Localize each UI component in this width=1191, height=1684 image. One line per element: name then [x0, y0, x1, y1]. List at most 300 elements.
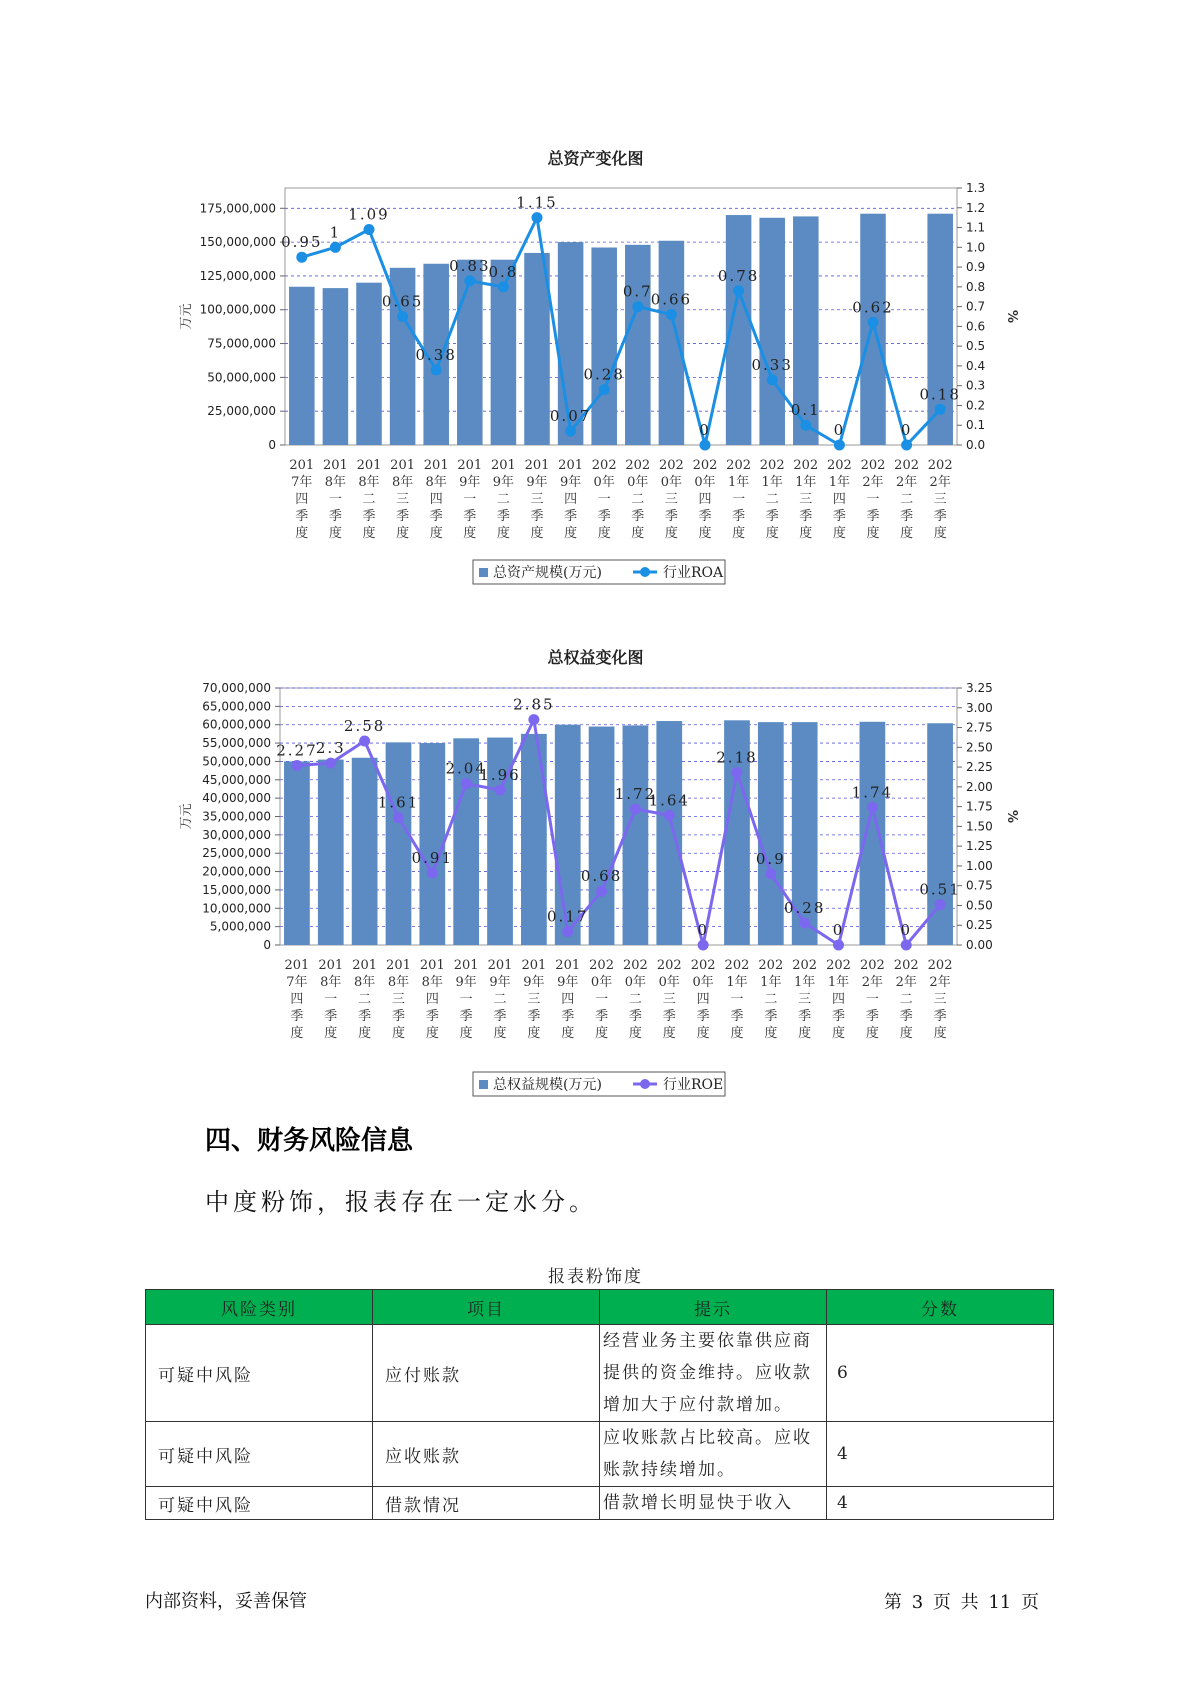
x-tick-label: 一 — [463, 492, 477, 507]
line-point — [800, 420, 811, 431]
x-tick-label: 一 — [732, 492, 746, 507]
bar — [656, 721, 682, 945]
x-tick-label: 季 — [496, 509, 510, 524]
x-tick-label: 201 — [558, 458, 584, 473]
x-tick-label: 202 — [623, 958, 648, 973]
x-tick-label: 202 — [758, 958, 784, 973]
x-tick-label: 2年 — [929, 975, 951, 990]
line-point — [767, 374, 778, 385]
x-tick-label: 季 — [463, 509, 477, 524]
x-tick-label: 度 — [899, 1026, 913, 1041]
x-tick-label: 8年 — [425, 475, 447, 490]
y2-tick-label: 1.00 — [966, 858, 993, 873]
x-tick-label: 度 — [391, 1026, 405, 1041]
x-tick-label: 季 — [595, 1009, 609, 1024]
bar — [659, 241, 685, 445]
x-tick-label: 9年 — [459, 475, 481, 490]
x-tick-label: 二 — [764, 992, 778, 1007]
data-label: 2.27 — [276, 741, 318, 760]
line-point — [528, 714, 539, 725]
data-label: 0.28 — [583, 365, 625, 384]
x-tick-label: 一 — [595, 992, 609, 1007]
x-tick-label: 201 — [555, 958, 581, 973]
x-tick-label: 度 — [832, 1026, 846, 1041]
header-item: 项目 — [373, 1290, 600, 1325]
x-tick-label: 季 — [798, 1009, 812, 1024]
x-tick-label: 四 — [295, 492, 309, 507]
data-label: 0.28 — [783, 898, 826, 917]
x-tick-label: 0年 — [593, 475, 615, 490]
data-label: 0 — [699, 421, 711, 439]
line-point — [765, 868, 776, 879]
x-tick-label: 季 — [764, 1009, 778, 1024]
x-tick-label: 202 — [692, 458, 718, 473]
x-tick-label: 0年 — [692, 975, 714, 990]
x-tick-label: 度 — [698, 526, 712, 541]
x-tick-label: 度 — [933, 1026, 947, 1041]
x-tick-label: 1年 — [760, 975, 782, 990]
y2-tick-label: 0.7 — [966, 299, 986, 314]
y2-tick-label: 0.4 — [966, 358, 986, 373]
x-tick-label: 8年 — [324, 475, 347, 490]
y-tick-label: 25,000,000 — [202, 846, 271, 861]
x-tick-label: 度 — [764, 1026, 778, 1041]
total-assets-chart — [0, 180, 1191, 620]
data-label: 1.09 — [348, 205, 390, 224]
x-tick-label: 0年 — [627, 475, 649, 490]
line-point — [330, 242, 341, 253]
x-tick-label: 季 — [429, 509, 443, 524]
x-tick-label: 7年 — [291, 475, 313, 490]
x-tick-label: 度 — [866, 526, 880, 541]
line-point — [565, 426, 576, 437]
data-label: 2.58 — [343, 716, 386, 735]
x-tick-label: 二 — [899, 992, 913, 1007]
legend-line-marker — [640, 567, 650, 577]
x-tick-label: 度 — [425, 1026, 439, 1041]
x-tick-label: 度 — [900, 526, 914, 541]
x-tick-label: 一 — [865, 992, 879, 1007]
x-tick-label: 三 — [933, 992, 947, 1007]
x-tick-label: 1年 — [726, 975, 748, 990]
x-tick-label: 9年 — [557, 975, 579, 990]
x-tick-label: 8年 — [320, 975, 342, 990]
x-tick-label: 8年 — [387, 975, 410, 990]
header-risk-category: 风险类别 — [146, 1290, 373, 1325]
data-label: 0.1 — [790, 401, 821, 420]
x-tick-label: 2年 — [929, 475, 951, 490]
x-tick-label: 1年 — [794, 975, 816, 990]
line-point — [731, 767, 742, 778]
y2-tick-label: 0.0 — [966, 438, 986, 452]
x-tick-label: 度 — [564, 526, 578, 541]
x-tick-label: 度 — [290, 1026, 304, 1041]
x-tick-label: 202 — [859, 958, 885, 973]
x-tick-label: 度 — [832, 526, 846, 541]
line-point — [664, 810, 675, 821]
section-heading: 四、财务风险信息 — [205, 1126, 414, 1156]
x-tick-label: 202 — [591, 458, 617, 473]
y-tick-label: 45,000,000 — [202, 772, 271, 787]
line-point — [596, 886, 607, 897]
x-tick-label: 202 — [826, 458, 852, 473]
legend-line-label: 行业ROA — [663, 565, 724, 581]
legend-bar-label: 总权益规模(万元) — [493, 1077, 602, 1093]
x-tick-label: 度 — [765, 526, 779, 541]
x-tick-label: 四 — [698, 492, 712, 507]
x-tick-label: 三 — [799, 492, 813, 507]
plot-area — [285, 188, 957, 445]
y-tick-label: 40,000,000 — [202, 791, 271, 806]
bar — [589, 727, 615, 945]
x-tick-label: 201 — [322, 458, 348, 473]
data-label: 1.61 — [377, 793, 420, 812]
line-point — [733, 285, 744, 296]
x-tick-label: 201 — [419, 958, 445, 973]
total-equity-chart — [0, 680, 1191, 1100]
table-row — [146, 1422, 1054, 1487]
bar — [623, 725, 649, 945]
x-tick-label: 202 — [759, 458, 785, 473]
data-label: 1.96 — [479, 766, 521, 785]
data-label: 0.95 — [281, 233, 323, 252]
x-tick-label: 202 — [927, 958, 953, 973]
x-tick-label: 1年 — [727, 475, 750, 490]
x-tick-label: 季 — [832, 509, 846, 524]
x-tick-label: 1年 — [761, 475, 783, 490]
line-point — [562, 926, 573, 937]
data-label: 0.17 — [547, 907, 589, 926]
bar — [323, 288, 349, 445]
x-tick-label: 202 — [656, 958, 682, 973]
y2-tick-label: 0.9 — [966, 260, 986, 275]
line-point — [833, 940, 844, 951]
data-label: 0.62 — [852, 298, 894, 317]
x-tick-label: 二 — [631, 492, 645, 507]
table-title: 报表粉饰度 — [548, 1267, 643, 1287]
x-tick-label: 度 — [493, 1026, 507, 1041]
bar — [352, 758, 378, 945]
line-point — [498, 281, 509, 292]
x-tick-label: 季 — [530, 509, 544, 524]
x-tick-label: 201 — [524, 458, 550, 473]
x-tick-label: 季 — [866, 509, 880, 524]
cell-item: 借款情况 — [373, 1487, 600, 1520]
y2-tick-label: 0.3 — [966, 378, 986, 393]
data-label: 2.04 — [445, 759, 487, 778]
x-tick-label: 季 — [295, 509, 309, 524]
x-tick-label: 季 — [662, 1009, 676, 1024]
x-tick-label: 201 — [453, 958, 479, 973]
x-tick-label: 201 — [289, 458, 315, 473]
x-tick-label: 季 — [899, 1009, 913, 1024]
header-score: 分数 — [827, 1290, 1054, 1325]
y2-tick-label: 1.25 — [966, 839, 993, 854]
x-tick-label: 2年 — [895, 975, 917, 990]
y2-tick-label: 1.2 — [966, 200, 986, 215]
x-tick-label: 季 — [865, 1009, 879, 1024]
x-tick-label: 一 — [328, 492, 342, 507]
x-tick-label: 一 — [459, 992, 473, 1007]
x-tick-label: 202 — [724, 958, 750, 973]
x-tick-label: 季 — [631, 509, 645, 524]
bar — [521, 734, 547, 945]
cell-score: 4 — [827, 1422, 1054, 1487]
y-tick-label: 175,000,000 — [199, 201, 276, 216]
data-label: 1.74 — [851, 783, 894, 802]
cell-category: 可疑中风险 — [146, 1487, 373, 1520]
x-tick-label: 9年 — [489, 975, 511, 990]
x-tick-label: 度 — [429, 526, 443, 541]
data-label: 0.65 — [381, 292, 424, 311]
y2-tick-label: 1.1 — [966, 220, 986, 235]
x-tick-label: 201 — [284, 958, 310, 973]
data-label: 0.83 — [449, 256, 491, 275]
x-tick-label: 度 — [527, 1026, 541, 1041]
y2-tick-label: 0.50 — [966, 898, 993, 913]
x-tick-label: 度 — [662, 1026, 676, 1041]
x-tick-label: 0年 — [658, 975, 680, 990]
data-label: 2.3 — [315, 739, 346, 758]
x-tick-label: 度 — [933, 526, 947, 541]
x-tick-label: 度 — [358, 1026, 372, 1041]
x-tick-label: 2年 — [895, 475, 918, 490]
x-tick-label: 202 — [690, 958, 716, 973]
x-tick-label: 一 — [866, 492, 880, 507]
cell-item: 应付账款 — [373, 1325, 600, 1422]
y2-tick-label: 0.5 — [966, 339, 986, 354]
x-tick-label: 201 — [356, 458, 382, 473]
x-tick-label: 度 — [324, 1026, 338, 1041]
x-tick-label: 度 — [459, 1026, 473, 1041]
x-tick-label: 季 — [290, 1009, 304, 1024]
bar — [386, 742, 412, 945]
chart-title-total-assets: 总资产变化图 — [547, 149, 644, 168]
risk-table — [145, 1289, 1054, 1520]
x-tick-label: 四 — [832, 992, 846, 1007]
line-point — [630, 803, 641, 814]
x-tick-label: 201 — [390, 458, 416, 473]
x-tick-label: 季 — [362, 509, 376, 524]
data-label: 0.8 — [488, 262, 519, 281]
line-point — [464, 275, 475, 286]
x-tick-label: 四 — [564, 492, 578, 507]
y-tick-label: 75,000,000 — [207, 336, 276, 351]
x-tick-label: 201 — [487, 958, 513, 973]
cell-category: 可疑中风险 — [146, 1325, 373, 1422]
x-tick-label: 度 — [730, 1026, 744, 1041]
risk-summary: 中度粉饰，报表存在一定水分。 — [205, 1188, 597, 1216]
x-tick-label: 三 — [527, 992, 541, 1007]
x-tick-label: 二 — [765, 492, 779, 507]
x-tick-label: 度 — [628, 1026, 642, 1041]
x-tick-label: 度 — [597, 526, 611, 541]
x-tick-label: 8年 — [353, 975, 376, 990]
x-tick-label: 季 — [358, 1009, 372, 1024]
x-tick-label: 季 — [564, 509, 578, 524]
x-tick-label: 202 — [894, 458, 920, 473]
line-point — [834, 440, 845, 451]
header-hint: 提示 — [600, 1290, 827, 1325]
cell-item: 应收账款 — [373, 1422, 600, 1487]
y-tick-label: 100,000,000 — [199, 302, 276, 317]
data-label: 0.78 — [717, 266, 760, 285]
line-point — [393, 812, 404, 823]
y2-tick-label: 2.00 — [966, 779, 993, 794]
x-tick-label: 度 — [865, 1026, 879, 1041]
x-tick-label: 季 — [597, 509, 611, 524]
x-tick-label: 季 — [698, 509, 712, 524]
line-point — [325, 758, 336, 769]
y-tick-label: 10,000,000 — [202, 901, 271, 916]
x-tick-label: 度 — [530, 526, 544, 541]
footer-confidential-note: 内部资料，妥善保管 — [145, 1591, 307, 1612]
y2-tick-label: 2.50 — [966, 740, 993, 755]
x-tick-label: 季 — [933, 1009, 947, 1024]
x-tick-label: 季 — [324, 1009, 338, 1024]
x-tick-label: 201 — [490, 458, 516, 473]
line-point — [495, 785, 506, 796]
y-tick-label: 125,000,000 — [199, 268, 276, 283]
bar — [289, 287, 315, 445]
x-tick-label: 季 — [493, 1009, 507, 1024]
x-tick-label: 二 — [358, 992, 372, 1007]
y2-tick-label: 0.8 — [966, 279, 986, 294]
line-point — [935, 404, 946, 415]
x-tick-label: 度 — [798, 1026, 812, 1041]
x-tick-label: 三 — [933, 492, 947, 507]
x-tick-label: 四 — [429, 492, 443, 507]
y2-tick-label: 0.75 — [966, 878, 993, 893]
x-tick-label: 季 — [732, 509, 746, 524]
chart-title-total-equity: 总权益变化图 — [547, 648, 644, 667]
data-label: 1.15 — [516, 193, 558, 212]
bar — [318, 760, 344, 945]
cell-category: 可疑中风险 — [146, 1422, 373, 1487]
y-tick-label: 60,000,000 — [202, 717, 271, 732]
x-tick-label: 季 — [628, 1009, 642, 1024]
line-point — [359, 735, 370, 746]
x-tick-label: 201 — [521, 958, 547, 973]
x-tick-label: 季 — [765, 509, 779, 524]
data-label: 0 — [697, 921, 709, 939]
x-tick-label: 二 — [496, 492, 510, 507]
line-point — [291, 760, 302, 771]
x-tick-label: 季 — [799, 509, 813, 524]
line-point — [599, 384, 610, 395]
y-tick-label: 5,000,000 — [209, 919, 271, 934]
x-tick-label: 202 — [893, 958, 919, 973]
bar — [356, 283, 382, 445]
legend-bar-label: 总资产规模(万元) — [493, 565, 602, 581]
bar — [591, 248, 617, 445]
y2-tick-label: 2.25 — [966, 760, 993, 775]
x-tick-label: 度 — [732, 526, 746, 541]
line-point — [698, 940, 709, 951]
x-tick-label: 四 — [696, 992, 710, 1007]
x-tick-label: 9年 — [523, 975, 545, 990]
data-label: 1.72 — [614, 784, 657, 803]
x-tick-label: 季 — [391, 1009, 405, 1024]
x-tick-label: 季 — [696, 1009, 710, 1024]
y-tick-label: 35,000,000 — [202, 809, 271, 824]
x-tick-label: 四 — [290, 992, 304, 1007]
y-tick-label: 50,000,000 — [207, 370, 276, 385]
x-tick-label: 8年 — [358, 475, 380, 490]
x-tick-label: 二 — [362, 492, 376, 507]
x-tick-label: 度 — [463, 526, 477, 541]
x-tick-label: 度 — [362, 526, 376, 541]
x-tick-label: 二 — [900, 492, 914, 507]
x-tick-label: 季 — [933, 509, 947, 524]
x-tick-label: 202 — [589, 958, 614, 973]
y2-tick-label: 3.25 — [966, 681, 993, 695]
x-tick-label: 0年 — [660, 475, 683, 490]
line-point — [867, 802, 878, 813]
x-tick-label: 9年 — [526, 475, 548, 490]
x-tick-label: 三 — [530, 492, 544, 507]
x-tick-label: 9年 — [559, 475, 582, 490]
line-point — [632, 301, 643, 312]
y2-tick-label: 0.2 — [966, 398, 986, 413]
y2-tick-label: 1.75 — [966, 799, 993, 814]
data-label: 0 — [900, 921, 912, 939]
bar — [759, 218, 785, 445]
y-tick-label: 30,000,000 — [202, 827, 271, 842]
x-tick-label: 季 — [396, 509, 410, 524]
line-point — [532, 212, 543, 223]
data-label: 0 — [833, 421, 846, 439]
table-row — [146, 1487, 1054, 1520]
data-label: 0.18 — [919, 385, 961, 404]
x-tick-label: 度 — [496, 526, 510, 541]
y2-tick-label: 0.00 — [966, 938, 993, 952]
y2-tick-label: 2.75 — [966, 720, 993, 735]
bar — [927, 723, 953, 945]
y2-tick-label: 1.3 — [966, 181, 986, 195]
x-tick-label: 202 — [726, 458, 752, 473]
x-tick-label: 度 — [561, 1026, 575, 1041]
y-tick-label: 55,000,000 — [202, 736, 271, 751]
y-tick-label: 15,000,000 — [202, 882, 271, 897]
x-tick-label: 1年 — [795, 475, 817, 490]
x-tick-label: 三 — [391, 992, 405, 1007]
bar — [622, 245, 653, 445]
table-row — [146, 1325, 1054, 1422]
x-tick-label: 度 — [696, 1026, 710, 1041]
y-tick-label: 25,000,000 — [207, 404, 276, 419]
x-tick-label: 季 — [527, 1009, 541, 1024]
bar — [419, 743, 445, 945]
x-tick-label: 一 — [324, 992, 338, 1007]
x-tick-label: 0年 — [694, 475, 716, 490]
data-label: 0.68 — [580, 867, 623, 886]
line-point — [461, 778, 472, 789]
bar — [860, 214, 886, 445]
data-label: 1.64 — [648, 791, 690, 810]
x-tick-label: 度 — [664, 526, 678, 541]
line-point — [666, 309, 677, 320]
data-label: 0.33 — [751, 355, 793, 374]
cell-score: 6 — [827, 1325, 1054, 1422]
x-tick-label: 季 — [459, 1009, 473, 1024]
line-point — [799, 917, 810, 928]
y-tick-label: 50,000,000 — [202, 754, 271, 769]
x-tick-label: 季 — [328, 509, 342, 524]
x-tick-label: 202 — [625, 458, 651, 473]
table-header-row — [146, 1290, 1054, 1325]
line-point — [427, 868, 438, 879]
